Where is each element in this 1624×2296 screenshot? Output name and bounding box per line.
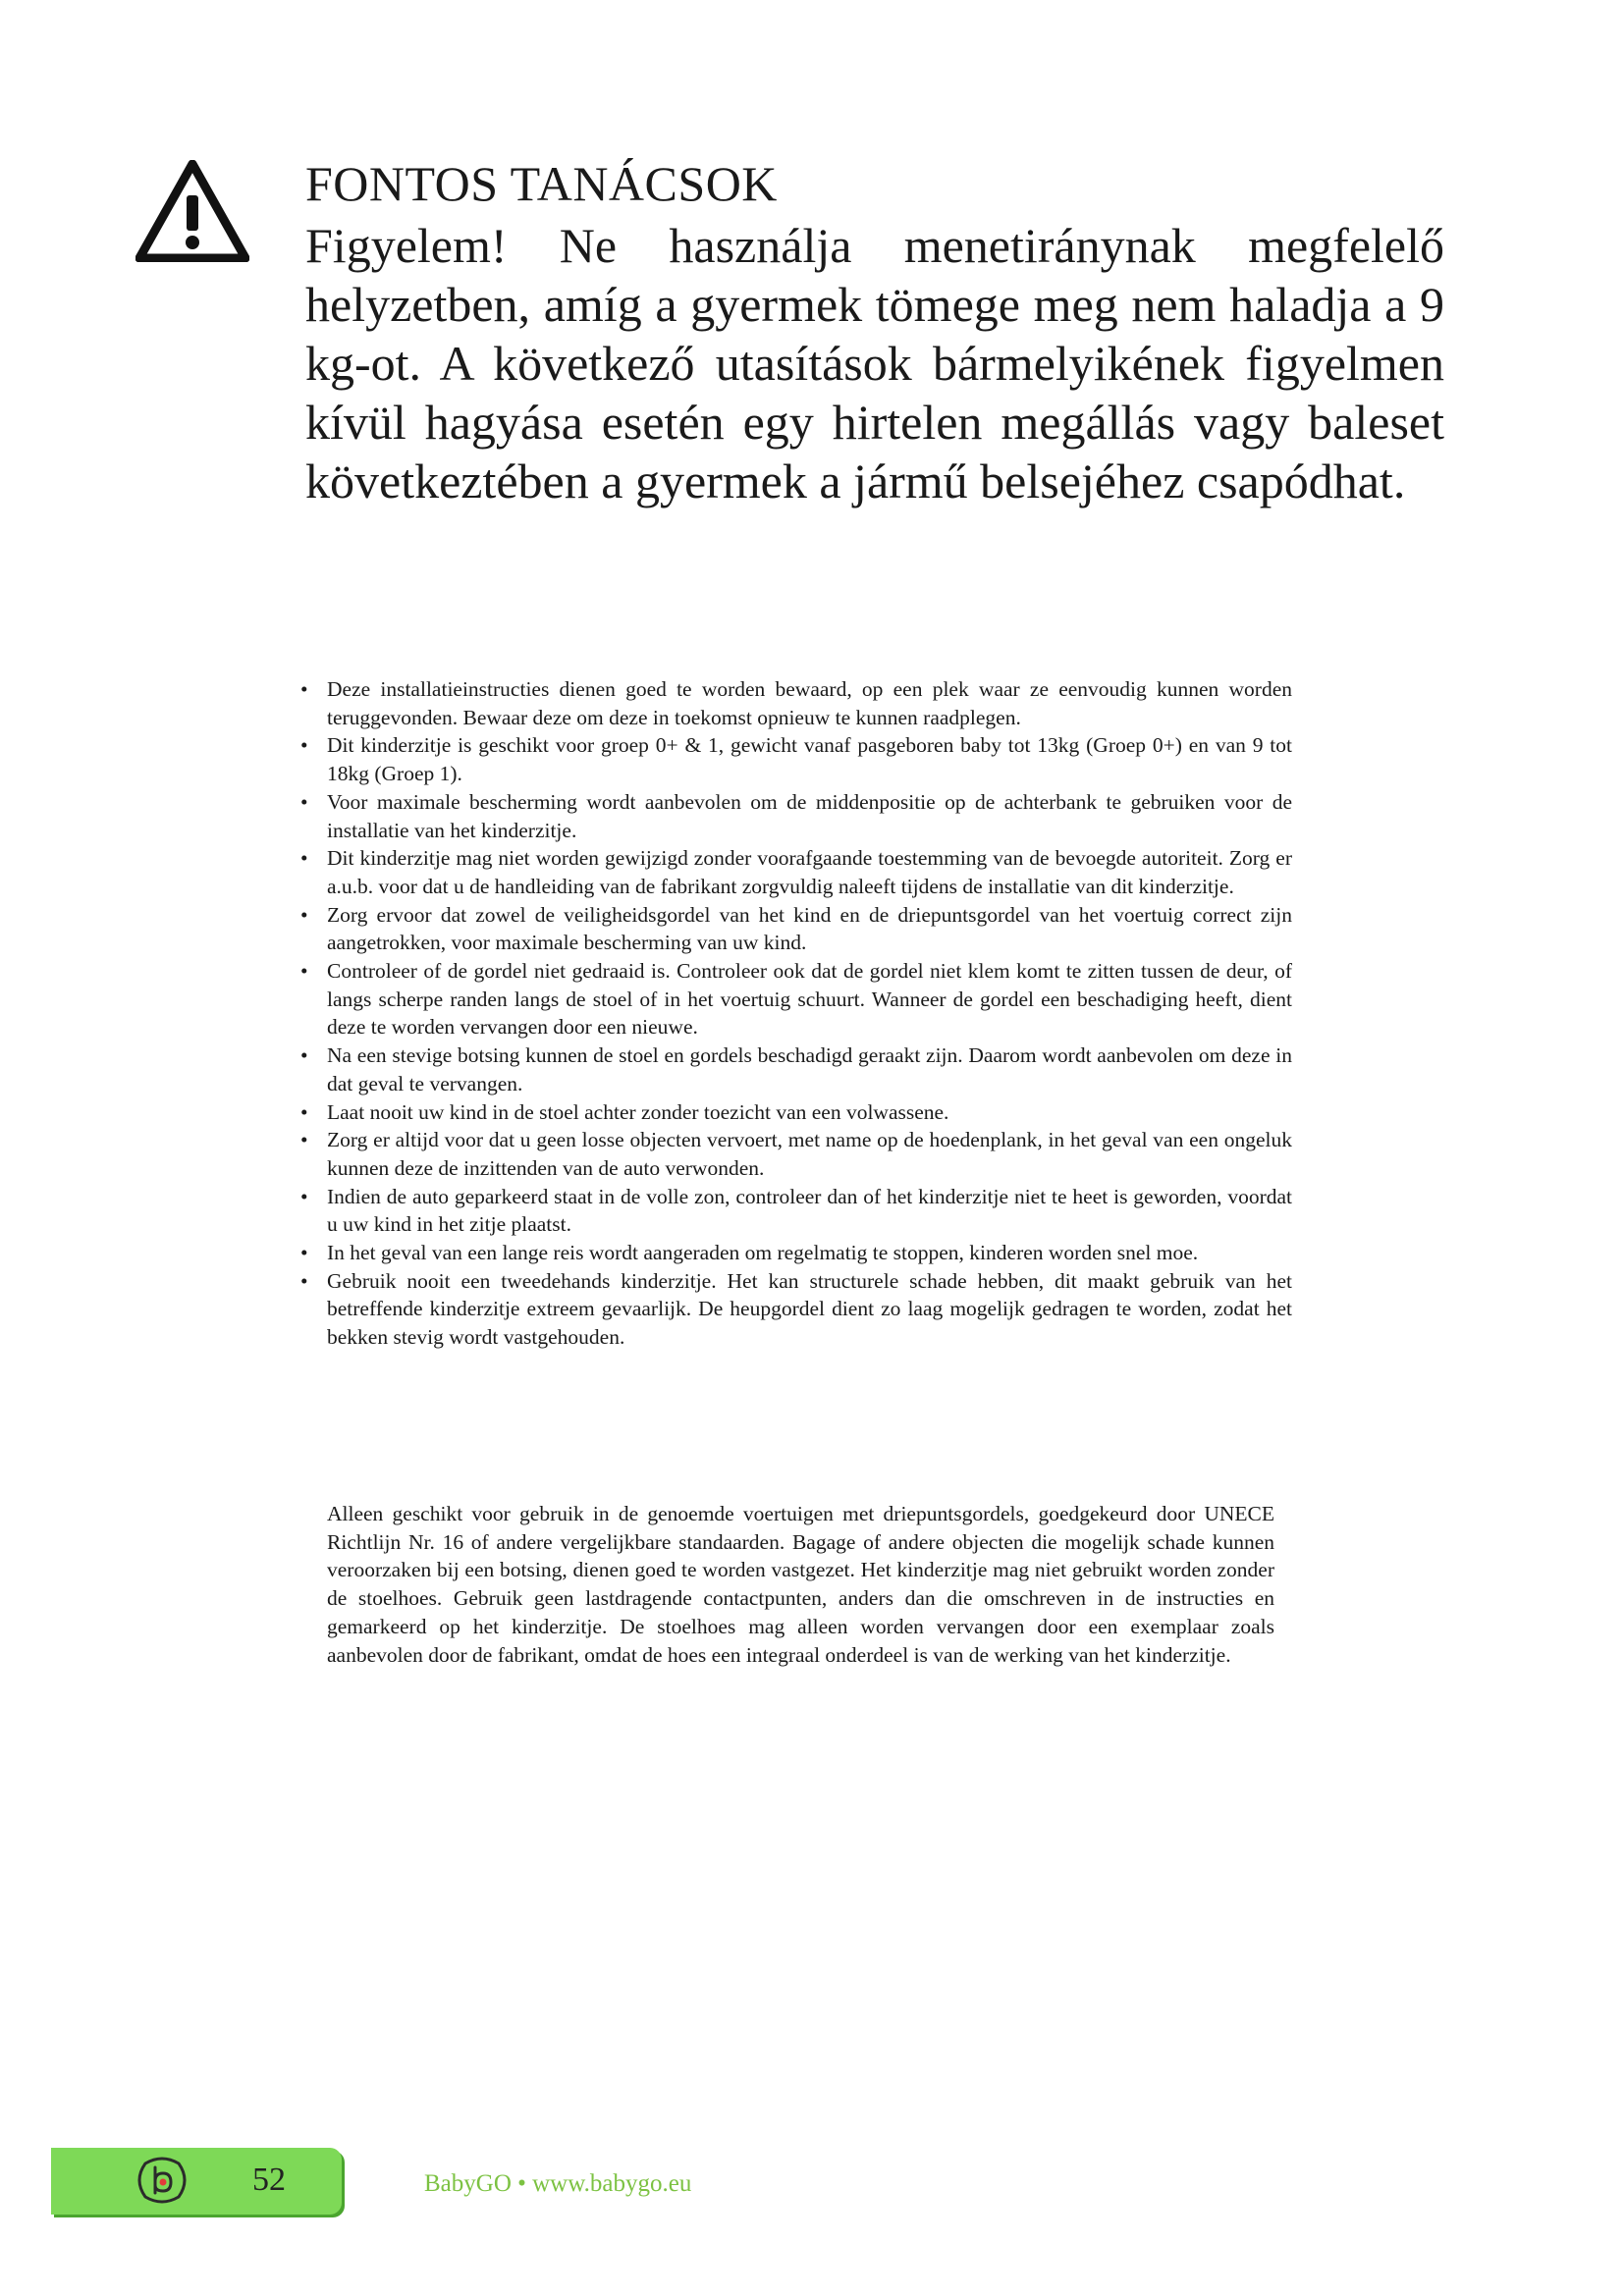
babygo-logo-icon [135,2156,189,2205]
list-item: • Indien de auto geparkeerd staat in de volle zon, controleer dan of het kinderzitje niet te heet is geworden, voordat u uw kind in het zitje plaatst. [300,1183,1292,1239]
warning-block [305,155,1444,510]
list-item: • Zorg ervoor dat zowel de veiligheidsgordel van het kind en de driepuntsgordel van het voertuig correct zijn aangetrokken, voor maximale bescherming van uw kind. [300,901,1292,957]
list-item: • Voor maximale bescherming wordt aanbevolen om de middenpositie op de achterbank te gebruiken voor de installatie van het kinderzitje. [300,788,1292,844]
list-item: • In het geval van een lange reis wordt aangeraden om regelmatig te stoppen, kinderen worden snel moe. [300,1239,1292,1267]
instructions-list [300,675,1292,1352]
list-item: • Dit kinderzitje is geschikt voor groep 0+ & 1, gewicht vanaf pasgeboren baby tot 13kg (Groep 0+) en van 9 tot 18kg (Groep 1). [300,731,1292,787]
list-item: • Deze installatieinstructies dienen goed te worden bewaard, op een plek waar ze eenvoudig kunnen worden teruggevonden. Bewaar deze om deze in toekomst opnieuw te kunnen raadplegen. [300,675,1292,731]
list-item: • Zorg er altijd voor dat u geen losse objecten vervoert, met name op de hoedenplank, in het geval van een ongeluk kunnen deze de inzittenden van de auto verwonden. [300,1126,1292,1182]
usage-paragraph: Alleen geschikt voor gebruik in de genoemde voertuigen met driepuntsgordels, goedgekeurd door UNECE Richtlijn Nr. 16 of andere vergelijkbare standaarden. Bagage of andere objecten die mogelijk schade kunnen veroorzaken bij een botsing, dienen goed te worden vastgezet. Het kinderzitje mag niet gebruikt worden zonder de stoelhoes. Gebruik geen lastdragende contactpunten, anders dan die omschreven in de instructies en gemarkeerd op het kinderzitje. De stoelhoes mag alleen worden vervangen door een exemplaar zoals aanbevolen door de fabrikant, omdat de hoes een integraal onderdeel is van de werking van het kinderzitje. [327,1502,1274,1667]
footer-bar [51,2148,342,2215]
list-item: • Laat nooit uw kind in de stoel achter zonder toezicht van een volwassene. [300,1098,1292,1127]
list-item: • Controleer of de gordel niet gedraaid is. Controleer ook dat de gordel niet klem komt te zitten tussen de deur, of langs scherpe randen langs de stoel of in het voertuig schuurt. Wanneer de gordel een beschadiging heeft, dient deze te worden vervangen door een nieuwe. [300,957,1292,1041]
page-number: 52 [252,2162,286,2198]
warning-title: FONTOS TANÁCSOK [305,156,778,211]
list-item: • Dit kinderzitje mag niet worden gewijzigd zonder voorafgaande toestemming van de bevoegde autoriteit. Zorg er a.u.b. voor dat u de handleiding van de fabrikant zorgvuldig naleeft tijdens de installatie van dit kinderzitje. [300,844,1292,900]
list-item: • Na een stevige botsing kunnen de stoel en gordels beschadigd geraakt zijn. Daarom wordt aanbevolen om deze in dat geval te vervangen. [300,1041,1292,1097]
warning-text: Figyelem! Ne használja menetiránynak megfelelő helyzetben, amíg a gyermek tömege meg nem haladja a 9 kg-ot. A következő utasítások bármelyikének figyelmen kívül hagyása esetén egy hirtelen megállás vagy baleset következtében a gyermek a jármű belsejéhez csapódhat. [305,218,1444,508]
footer-brand: BabyGO • www.babygo.eu [424,2170,692,2197]
list-item: • Gebruik nooit een tweedehands kinderzitje. Het kan structurele schade hebben, dit maakt gebruik van het betreffende kinderzitje extreem gevaarlijk. De heupgordel dient zo laag mogelijk gedragen te worden, zodat het bekken stevig wordt vastgehouden. [300,1267,1292,1352]
warning-triangle-icon [135,160,249,262]
